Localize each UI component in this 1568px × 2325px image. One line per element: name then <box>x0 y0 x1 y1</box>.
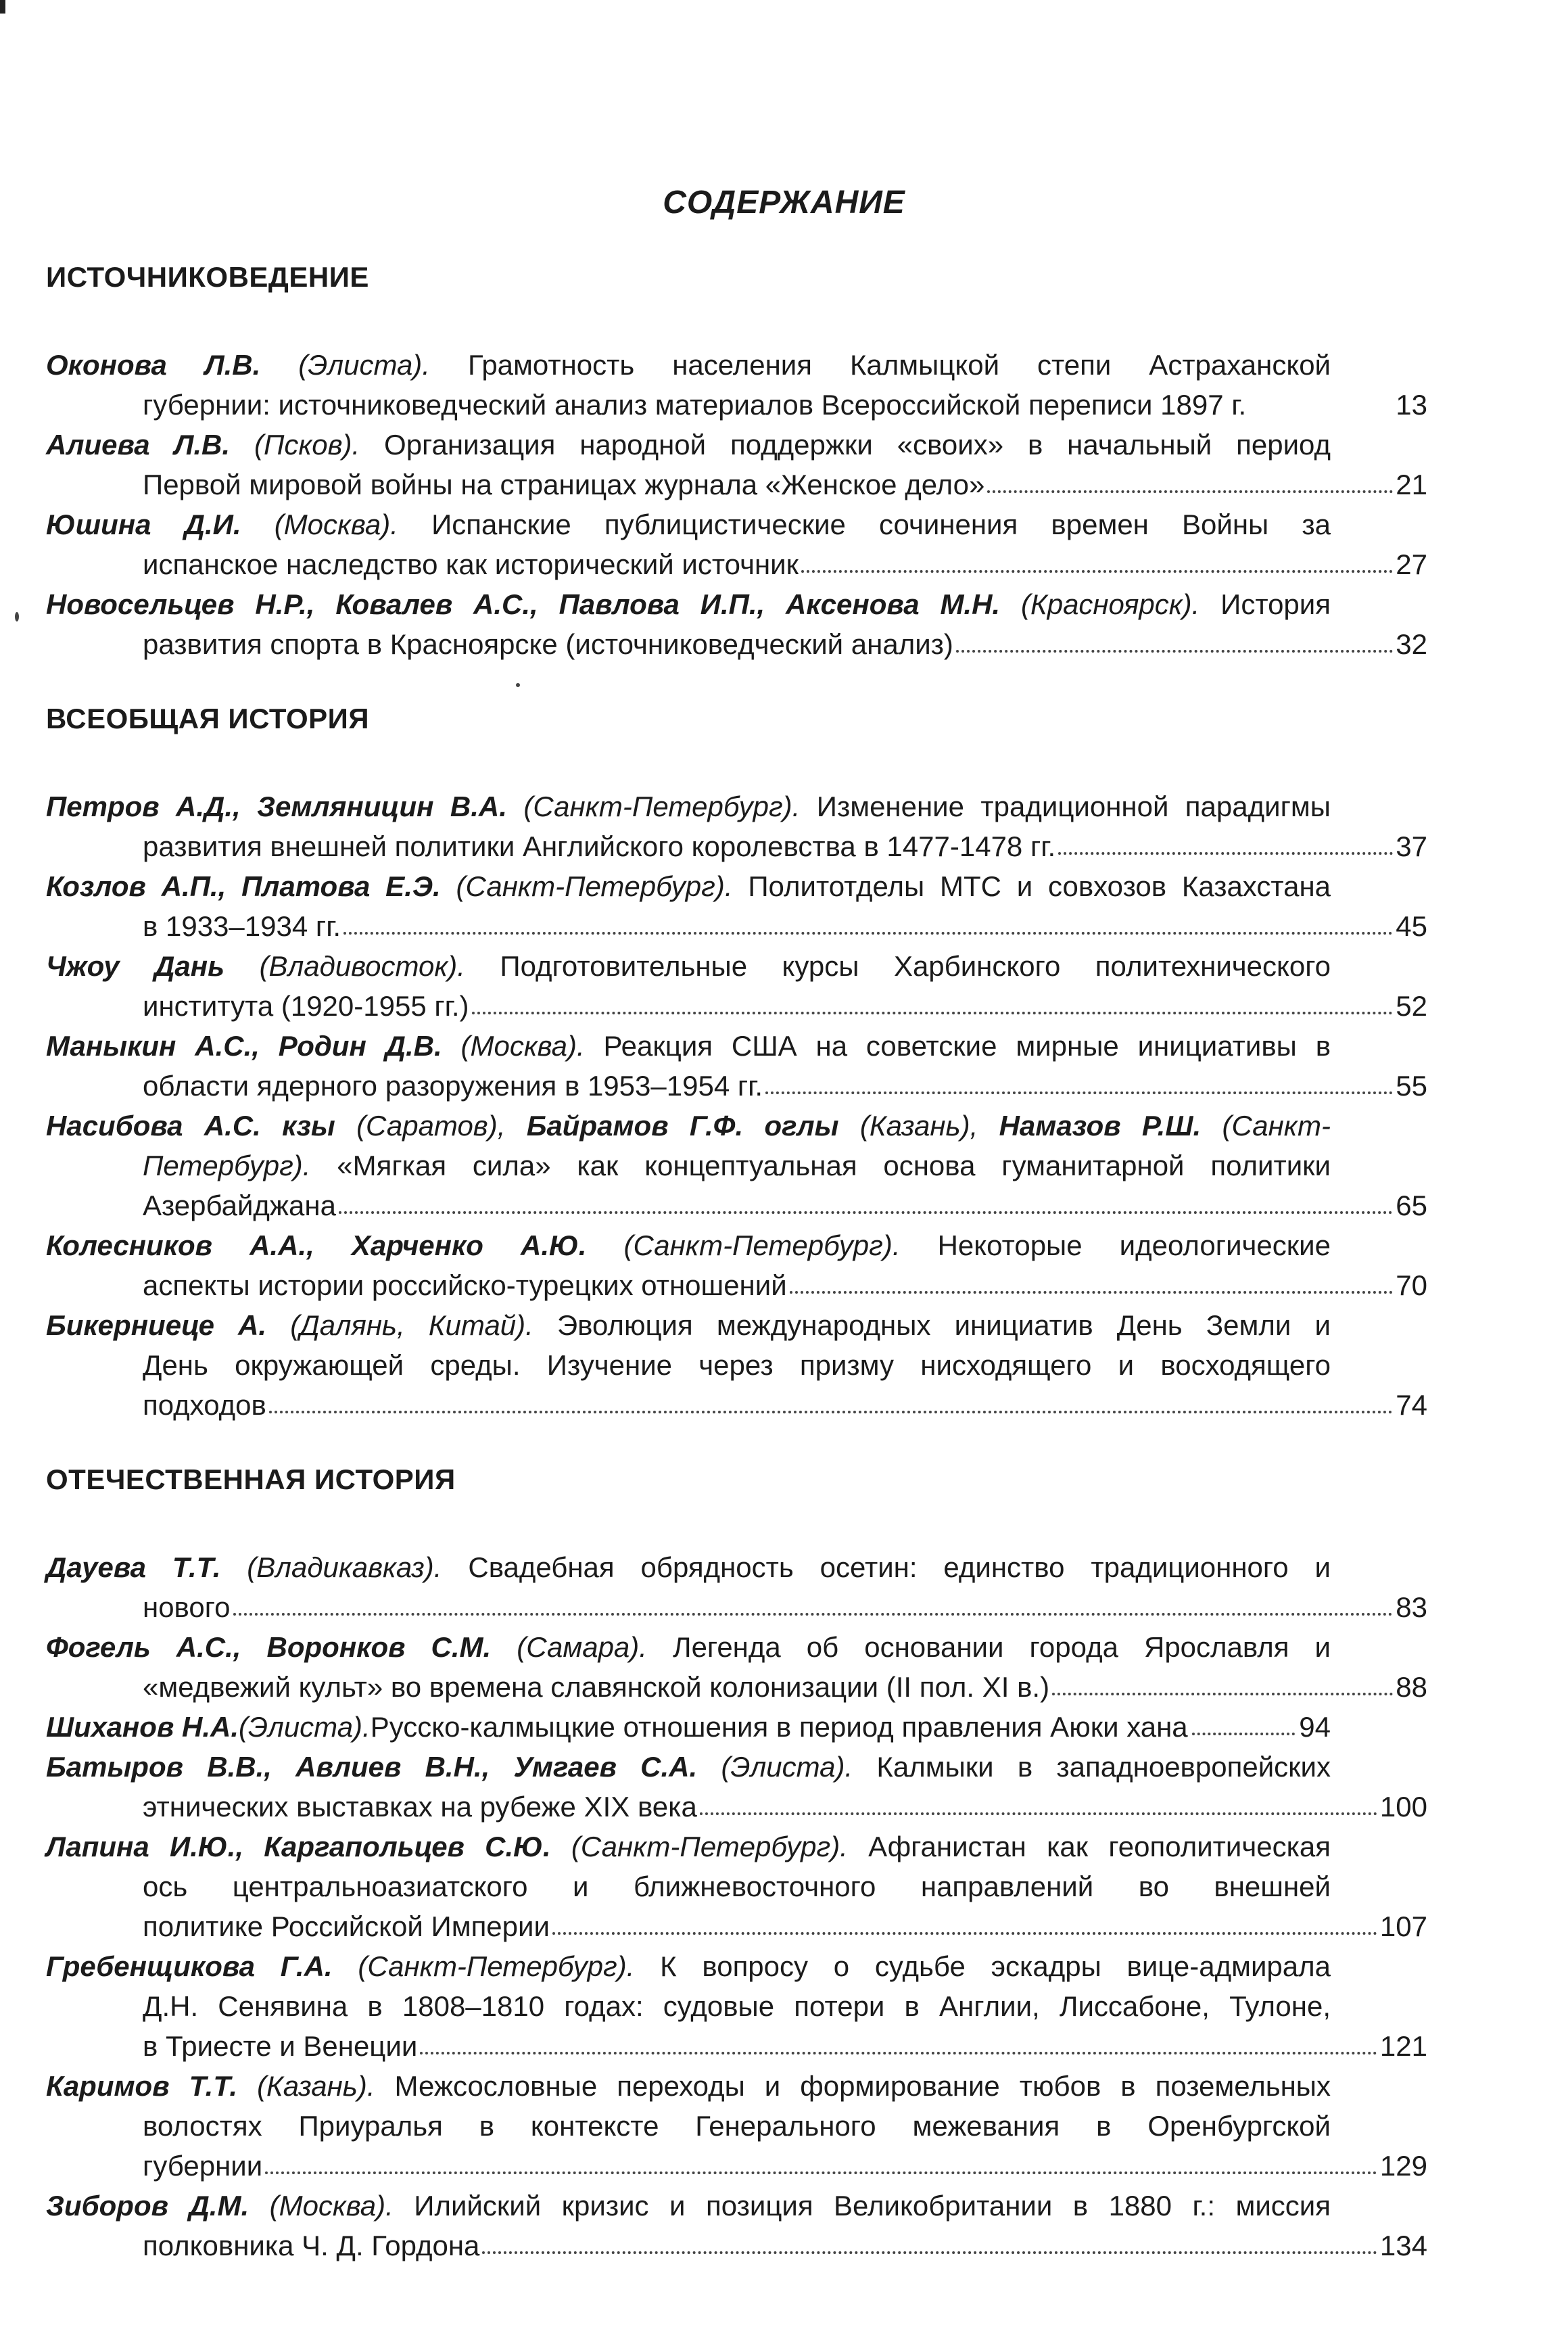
entry-title-text: Эволюция международных инициатив День Земли и <box>556 1309 1331 1341</box>
entry-title-text: в Триесте и Венеции <box>143 2030 418 2062</box>
entry-title-text: в 1933–1934 гг. <box>143 910 341 942</box>
entry-city: (Москва). <box>460 1030 585 1062</box>
entry-continuation-line <box>46 1866 1331 1906</box>
entry-page-number: 32 <box>1396 628 1427 660</box>
dot-leader <box>420 2052 1377 2054</box>
entry-page-number: 70 <box>1396 1269 1427 1301</box>
toc-section-national-history <box>46 1462 1432 2265</box>
entry-last-line <box>46 1906 1427 1946</box>
entry-first-line <box>46 584 1331 624</box>
section-heading: ИСТОЧНИКОВЕДЕНИЕ <box>46 261 369 293</box>
entry-title-text: полковника Ч. Д. Гордона <box>143 2230 480 2261</box>
entry-first-line <box>46 866 1331 906</box>
dot-leader <box>339 1211 1393 1214</box>
entry-title-text: Калмыки в западноевропейских <box>876 1751 1331 1783</box>
dot-leader <box>987 490 1393 493</box>
toc-entry[interactable] <box>46 1026 1432 1106</box>
toc-entry[interactable] <box>46 345 1432 425</box>
entry-author: Лапина И.Ю., Каргапольцев С.Ю. <box>46 1831 551 1862</box>
entry-first-line <box>46 504 1331 544</box>
entry-page-number: 134 <box>1379 2230 1427 2261</box>
entry-title-text: развития спорта в Красноярске (источниковедческий анализ) <box>143 628 953 660</box>
entry-last-line <box>46 2146 1427 2186</box>
toc-section-world-history <box>46 701 1432 1425</box>
entry-title-text: политике Российской Империи <box>143 1910 550 1942</box>
dot-leader <box>801 570 1393 573</box>
entry-last-line <box>46 624 1427 664</box>
entry-first-line <box>46 1225 1331 1265</box>
entry-city: (Казань), <box>859 1110 978 1142</box>
entry-last-line <box>46 1066 1427 1106</box>
entry-city: (Санкт-Петербург). <box>571 1831 848 1862</box>
entry-last-line <box>46 1667 1427 1707</box>
entry-continuation-line <box>46 1986 1331 2026</box>
entry-title-text: волостях Приуралья в контексте Генерального межевания в Оренбургской <box>143 2110 1331 2142</box>
entry-page-number: 88 <box>1396 1671 1427 1703</box>
entry-author: Козлов А.П., Платова Е.Э. <box>46 870 441 902</box>
entry-author: Дауева Т.Т. <box>46 1551 221 1583</box>
entry-page-number: 37 <box>1396 830 1427 862</box>
scan-edge-mark <box>0 0 5 14</box>
entry-title-text: Подготовительные курсы Харбинского политехнического <box>500 950 1331 982</box>
dot-leader <box>956 650 1393 653</box>
entry-author: Зиборов Д.М. <box>46 2190 250 2222</box>
entry-author: Насибова А.С. кзы <box>46 1110 335 1142</box>
entry-page-number: 129 <box>1379 2150 1427 2182</box>
toc-section-source-studies <box>46 260 1432 664</box>
entry-title-text: «Мягкая сила» как концептуальная основа гуманитарной политики <box>337 1150 1331 1181</box>
entry-author: Гребенщикова Г.А. <box>46 1950 333 1982</box>
entry-author: Байрамов Г.Ф. оглы <box>526 1110 839 1142</box>
entry-city: (Санкт- <box>1222 1110 1331 1142</box>
entry-page-number: 21 <box>1396 469 1427 500</box>
entry-page-number: 74 <box>1396 1389 1427 1421</box>
toc-entry[interactable] <box>46 946 1432 1026</box>
entry-city: (Красноярск). <box>1020 588 1200 620</box>
entry-author: Батыров В.В., Авлиев В.Н., Умгаев С.А. <box>46 1751 698 1783</box>
dot-leader <box>790 1291 1394 1294</box>
toc-entry[interactable] <box>46 1747 1432 1827</box>
entry-author: Маныкин А.С., Родин Д.В. <box>46 1030 442 1062</box>
entry-city: (Санкт-Петербург). <box>456 870 733 902</box>
entry-first-line <box>46 1747 1331 1787</box>
scan-speck <box>15 612 19 621</box>
toc-entry[interactable] <box>46 1547 1432 1627</box>
entry-page-number: 27 <box>1396 548 1427 580</box>
entry-city: (Москва). <box>274 509 398 540</box>
dot-leader <box>265 2171 1377 2174</box>
entry-last-line <box>46 465 1427 504</box>
entry-author: Намазов Р.Ш. <box>999 1110 1202 1142</box>
toc-entry[interactable] <box>46 1627 1432 1707</box>
entry-title-text: Изменение традиционной парадигмы <box>816 791 1331 822</box>
entry-page-number: 13 <box>1396 389 1427 421</box>
entry-title-text: развития внешней политики Английского королевства в 1477-1478 гг. <box>143 830 1056 862</box>
entry-page-number: 121 <box>1379 2030 1427 2062</box>
entry-page-number: 94 <box>1299 1711 1331 1743</box>
entry-last-line <box>46 1587 1427 1627</box>
toc-entry[interactable] <box>46 786 1432 866</box>
entry-last-line <box>46 385 1427 425</box>
entry-page-number: 65 <box>1396 1190 1427 1221</box>
entry-title-text: этнических выставках на рубеже XIX века <box>143 1791 697 1823</box>
entry-first-line <box>46 1627 1331 1667</box>
dot-leader <box>269 1411 1393 1413</box>
toc-entry[interactable] <box>46 2186 1432 2265</box>
entry-title-text: Межсословные переходы и формирование тюбов в поземельных <box>394 2070 1331 2102</box>
entry-title-text: Политотделы МТС и совхозов Казахстана <box>748 870 1331 902</box>
entry-continuation-line <box>46 2106 1331 2146</box>
entry-last-line <box>46 986 1427 1026</box>
entry-first-line <box>46 1946 1331 1986</box>
entry-title-text: губернии <box>143 2150 263 2182</box>
dot-leader <box>482 2251 1377 2254</box>
entry-title-text: Д.Н. Сенявина в 1808–1810 годах: судовые потери в Англии, Лиссабоне, Тулоне, <box>143 1990 1331 2022</box>
dot-leader <box>1052 1693 1393 1695</box>
toc-entry[interactable] <box>46 866 1432 946</box>
entry-author: Оконова Л.В. <box>46 349 261 381</box>
entry-title-text: нового <box>143 1591 231 1623</box>
entry-title-text: День окружающей среды. Изучение через призму нисходящего и восходящего <box>143 1349 1331 1381</box>
entry-first-line <box>46 425 1331 465</box>
entry-author: Бикерниеце А. <box>46 1309 267 1341</box>
entry-page-number: 83 <box>1396 1591 1427 1623</box>
entry-title-text: аспекты истории российско-турецких отношений <box>143 1269 787 1301</box>
entry-page-number: 100 <box>1379 1791 1427 1823</box>
entry-author: Колесников А.А., Харченко А.Ю. <box>46 1229 587 1261</box>
entry-first-line <box>46 1827 1331 1866</box>
entry-page-number: 52 <box>1396 990 1427 1022</box>
entry-title-text: Организация народной поддержки «своих» в начальный период <box>384 429 1331 461</box>
entry-continuation-line <box>46 1345 1331 1385</box>
entry-author: Петров А.Д., Земляницин В.А. <box>46 791 507 822</box>
entry-first-line <box>46 946 1331 986</box>
entry-author: Каримов Т.Т. <box>46 2070 238 2102</box>
entry-author: Алиева Л.В. <box>46 429 231 461</box>
entry-title-text: Первой мировой войны на страницах журнала «Женское дело» <box>143 469 985 500</box>
entry-title-text: Свадебная обрядность осетин: единство традиционного и <box>468 1551 1331 1583</box>
entry-title-text: губернии: источниковедческий анализ материалов Всероссийской переписи 1897 г. <box>143 389 1247 421</box>
entry-last-line <box>46 826 1427 866</box>
dot-leader <box>1192 1733 1296 1735</box>
entry-first-line <box>46 1026 1331 1066</box>
entry-title-text: области ядерного разоружения в 1953–1954 гг. <box>143 1070 763 1102</box>
toc-entry[interactable] <box>46 1827 1432 1946</box>
toc-entry[interactable] <box>46 425 1432 504</box>
entry-author: Шиханов Н.А. <box>46 1711 239 1743</box>
entry-author: Чжоу Дань <box>46 950 225 982</box>
entry-city: (Далянь, Китай). <box>290 1309 533 1341</box>
entry-last-line <box>46 1385 1427 1425</box>
entry-city: (Саратов), <box>356 1110 506 1142</box>
entry-page-number: 107 <box>1379 1910 1427 1942</box>
entry-city: (Санкт-Петербург). <box>523 791 801 822</box>
toc-entry[interactable] <box>46 1225 1432 1305</box>
entry-page-number: 45 <box>1396 910 1427 942</box>
entry-first-line <box>46 2186 1331 2226</box>
dot-leader <box>552 1932 1377 1935</box>
entry-city: (Элиста). <box>239 1711 371 1743</box>
entry-first-line <box>46 1305 1331 1345</box>
toc-entry[interactable] <box>46 2066 1432 2186</box>
entry-title-text: подходов <box>143 1389 266 1421</box>
entry-title-text: «медвежий культ» во времена славянской колонизации (II пол. XI в.) <box>143 1671 1050 1703</box>
dot-leader <box>233 1613 1394 1616</box>
dot-leader <box>472 1012 1394 1014</box>
entry-author: Юшина Д.И. <box>46 509 241 540</box>
entry-last-line <box>46 2226 1427 2265</box>
entry-city: (Владивосток). <box>259 950 465 982</box>
toc-entry[interactable] <box>46 1305 1432 1425</box>
entry-city: (Самара). <box>517 1631 647 1663</box>
entry-title-text: института (1920-1955 гг.) <box>143 990 469 1022</box>
scan-speck <box>516 683 520 687</box>
entry-last-line <box>46 544 1427 584</box>
page-title: СОДЕРЖАНИЕ <box>663 185 905 220</box>
entry-title-text: Грамотность населения Калмыцкой степи Астраханской <box>467 349 1331 381</box>
entry-first-line <box>46 1106 1331 1146</box>
dot-leader <box>700 1812 1377 1815</box>
entry-last-line <box>46 1787 1427 1827</box>
entry-title-text: испанское наследство как исторический источник <box>143 548 799 580</box>
toc-entry[interactable] <box>46 584 1432 664</box>
entry-city: Петербург). <box>143 1150 311 1181</box>
entry-first-line <box>46 1707 1331 1747</box>
section-heading: ОТЕЧЕСТВЕННАЯ ИСТОРИЯ <box>46 1463 456 1495</box>
entry-city: (Санкт-Петербург). <box>623 1229 901 1261</box>
toc-entry[interactable] <box>46 1707 1432 1747</box>
dot-leader <box>765 1091 1393 1094</box>
entry-title-text: Реакция США на советские мирные инициативы в <box>603 1030 1331 1062</box>
entry-author: Новосельцев Н.Р., Ковалев А.С., Павлова И.П., Аксенова М.Н. <box>46 588 1001 620</box>
entry-first-line <box>46 786 1331 826</box>
entry-city: (Казань). <box>257 2070 375 2102</box>
entry-first-line <box>46 1547 1331 1587</box>
entry-page-number: 55 <box>1396 1070 1427 1102</box>
entry-title-text: Русско-калмыцкие отношения в период правления Аюки хана <box>370 1711 1188 1743</box>
toc-entry[interactable] <box>46 1946 1432 2066</box>
entry-city: (Санкт-Петербург). <box>358 1950 635 1982</box>
entry-title-text: Легенда об основании города Ярославля и <box>673 1631 1331 1663</box>
entry-last-line <box>46 1185 1427 1225</box>
entry-city: (Владикавказ). <box>247 1551 442 1583</box>
entry-city: (Москва). <box>269 2190 394 2222</box>
dot-leader <box>1058 852 1393 855</box>
entry-city: (Элиста). <box>298 349 430 381</box>
entry-last-line <box>46 2026 1427 2066</box>
entry-continuation-line <box>46 1146 1331 1185</box>
entry-title-text: К вопросу о судьбе эскадры вице-адмирала <box>660 1950 1331 1982</box>
toc-entry[interactable] <box>46 1106 1432 1225</box>
entry-city: (Псков). <box>254 429 360 461</box>
entry-title-text: Некоторые идеологические <box>937 1229 1331 1261</box>
entry-last-line <box>46 906 1427 946</box>
entry-title-text: Испанские публицистические сочинения времен Войны за <box>431 509 1331 540</box>
entry-title-text: История <box>1220 588 1331 620</box>
entry-title-text: Азербайджана <box>143 1190 336 1221</box>
entry-title-text: Илийский кризис и позиция Великобритании в 1880 г.: миссия <box>414 2190 1331 2222</box>
toc-entry[interactable] <box>46 504 1432 584</box>
section-heading: ВСЕОБЩАЯ ИСТОРИЯ <box>46 703 370 734</box>
entry-title-text: Афганистан как геополитическая <box>868 1831 1331 1862</box>
dot-leader <box>343 932 1393 935</box>
entry-first-line <box>46 2066 1331 2106</box>
entry-author: Фогель А.С., Воронков С.М. <box>46 1631 492 1663</box>
entry-first-line <box>46 345 1331 385</box>
entry-title-text: ось центральноазиатского и ближневосточного направлений во внешней <box>143 1871 1331 1902</box>
entry-last-line <box>46 1265 1427 1305</box>
entry-city: (Элиста). <box>721 1751 853 1783</box>
